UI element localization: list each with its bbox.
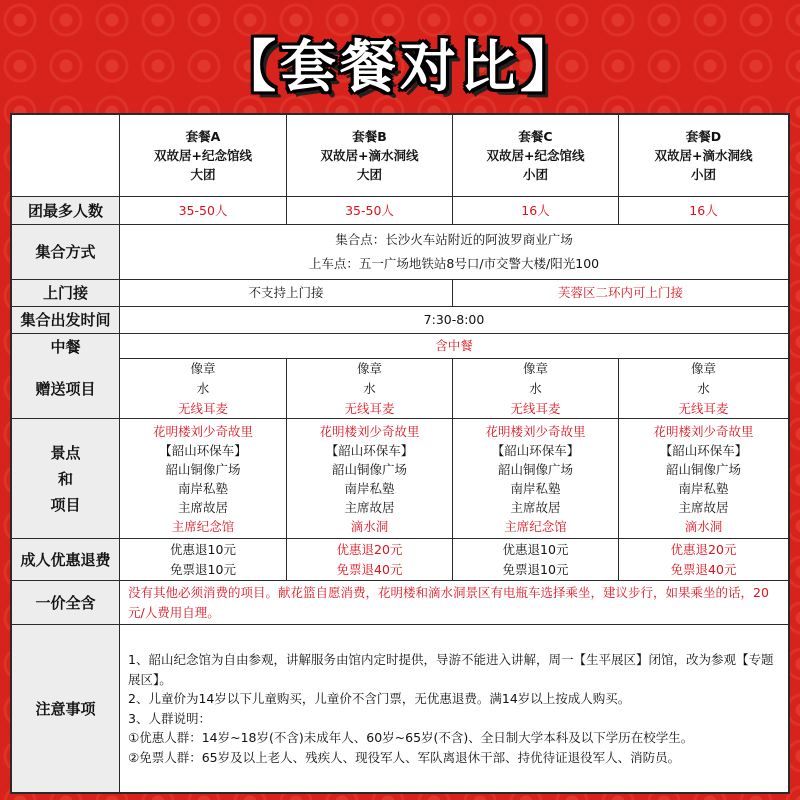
plan-header-d xyxy=(619,115,788,197)
spot-item: 花明楼刘少奇故里 xyxy=(319,423,420,439)
depart-time: 7:30-8:00 xyxy=(120,307,788,334)
gift-badge: 像章 xyxy=(190,360,216,376)
spot-item: 南岸私塾 xyxy=(678,480,729,496)
plan-route: 双故居+纪念馆线 xyxy=(154,148,252,163)
row-label-pickup: 上门接 xyxy=(12,280,120,307)
spot-item: 花明楼刘少奇故里 xyxy=(152,423,253,439)
plan-route: 双故居+滴水洞线 xyxy=(320,148,419,163)
refund-free: 免票退10元 xyxy=(502,561,569,577)
refund-discount: 优惠退10元 xyxy=(170,541,236,557)
refund-discount: 优惠退10元 xyxy=(502,541,569,557)
boarding-point: 上车点：五一广场地铁站8号口/市交警大楼/阳光100 xyxy=(308,256,600,271)
spots-b xyxy=(287,419,453,539)
spot-item: 【韶山环保车】 xyxy=(159,442,247,458)
plan-size: 大团 xyxy=(356,167,382,182)
row-label-max-people: 团最多人数 xyxy=(12,197,120,225)
refund-b xyxy=(287,539,453,581)
plan-header-a xyxy=(120,115,287,197)
max-people-d: 16人 xyxy=(619,197,788,225)
spot-item: 主席故居 xyxy=(678,499,729,515)
spot-item: 滴水洞 xyxy=(350,518,389,534)
gift-headset: 无线耳麦 xyxy=(177,400,228,416)
meeting-point: 集合点：长沙火车站附近的阿波罗商业广场 xyxy=(335,232,573,247)
corner-cell xyxy=(12,115,120,197)
refund-a xyxy=(120,539,287,581)
gifts-d xyxy=(619,359,788,419)
spot-item: 滴水洞 xyxy=(684,518,723,534)
plan-name: 套餐C xyxy=(518,129,553,144)
gift-water: 水 xyxy=(196,380,210,396)
row-label-gifts: 赠送项目 xyxy=(12,359,120,419)
gift-badge: 像章 xyxy=(690,360,716,376)
refund-c xyxy=(453,539,619,581)
spot-item: 韶山铜像广场 xyxy=(665,461,741,477)
all-in-desc xyxy=(120,581,788,625)
row-label-lunch: 中餐 xyxy=(12,334,120,359)
spot-item: 主席故居 xyxy=(510,499,561,515)
plan-route: 双故居+纪念馆线 xyxy=(486,148,585,163)
pickup-ab: 不支持上门接 xyxy=(120,280,453,307)
plan-name: 套餐B xyxy=(352,129,387,144)
note-line: ②免票人群：65岁及以上老人、残疾人、现役军人、军队离退休干部、持优待证退役军人、消防员。 xyxy=(128,749,681,765)
meeting-info xyxy=(120,225,788,280)
plan-header-b xyxy=(287,115,453,197)
plan-name: 套餐A xyxy=(185,129,221,144)
gift-headset: 无线耳麦 xyxy=(510,400,561,416)
gift-water: 水 xyxy=(697,380,710,396)
spot-item: 主席故居 xyxy=(344,499,395,515)
refund-discount: 优惠退20元 xyxy=(336,541,403,557)
note-line: ①优惠人群：14岁~18岁(不含)未成年人、60岁~65岁(不含)、全日制大学本科及以下学历在校学生。 xyxy=(128,730,694,745)
spot-item: 南岸私塾 xyxy=(510,480,561,496)
gifts-b xyxy=(287,359,453,419)
spot-item: 花明楼刘少奇故里 xyxy=(485,423,586,439)
spot-item: 南岸私塾 xyxy=(177,480,228,496)
gift-badge: 像章 xyxy=(522,360,548,376)
spot-item: 主席纪念馆 xyxy=(171,518,235,534)
spot-item: 主席故居 xyxy=(177,499,228,515)
page-title: 【套餐对比】 xyxy=(220,35,580,100)
row-label-depart-time: 集合出发时间 xyxy=(12,307,120,334)
gifts-a xyxy=(120,359,287,419)
refund-discount: 优惠退20元 xyxy=(670,541,737,557)
max-people-a: 35-50人 xyxy=(120,197,287,225)
max-people-c: 16人 xyxy=(453,197,619,225)
title-bar xyxy=(0,18,800,108)
plan-size: 小团 xyxy=(522,167,548,182)
row-label-refund: 成人优惠退费 xyxy=(12,539,120,581)
refund-d xyxy=(619,539,788,581)
spot-item: 主席纪念馆 xyxy=(504,518,567,534)
row-label-meeting: 集合方式 xyxy=(12,225,120,280)
gift-headset: 无线耳麦 xyxy=(678,400,729,416)
spot-item: 韶山铜像广场 xyxy=(331,461,407,477)
spots-label-line: 项目 xyxy=(50,495,81,514)
refund-free: 免票退10元 xyxy=(170,561,236,577)
spots-d xyxy=(619,419,788,539)
plan-name: 套餐D xyxy=(685,129,722,144)
spot-item: 【韶山环保车】 xyxy=(659,442,748,458)
row-label-notes: 注意事项 xyxy=(12,625,120,792)
all-in-text: 没有其他必须消费的项目。献花篮自愿消费，花明楼和滴水洞景区有电瓶车选择乘坐，建议步行，如果乘坐的话，20元/人费用自理。 xyxy=(128,585,769,620)
spot-item: 韶山铜像广场 xyxy=(497,461,573,477)
spots-a xyxy=(120,419,287,539)
notes-block xyxy=(120,625,788,792)
plan-size: 小团 xyxy=(690,167,716,182)
lunch-info: 含中餐 xyxy=(120,334,788,359)
plan-header-c xyxy=(453,115,619,197)
gift-badge: 像章 xyxy=(356,360,382,376)
spot-item: 花明楼刘少奇故里 xyxy=(653,423,754,439)
refund-free: 免票退40元 xyxy=(336,561,403,577)
plan-size: 大团 xyxy=(190,167,216,182)
note-line: 2、儿童价为14岁以下儿童购买，儿童价不含门票，无优惠退费。满14岁以上按成人购买。 xyxy=(128,691,631,706)
gift-water: 水 xyxy=(529,380,542,396)
spots-c xyxy=(453,419,619,539)
gift-water: 水 xyxy=(363,380,376,396)
note-line: 3、人群说明： xyxy=(128,710,211,726)
max-people-b: 35-50人 xyxy=(287,197,453,225)
plan-route: 双故居+滴水洞线 xyxy=(654,148,753,163)
refund-free: 免票退40元 xyxy=(670,561,737,577)
gifts-c xyxy=(453,359,619,419)
comparison-table xyxy=(10,113,790,794)
spot-item: 南岸私塾 xyxy=(344,480,395,496)
note-line: 1、韶山纪念馆为自由参观，讲解服务由馆内定时提供，导游不能进入讲解，周一【生平展区】闭馆，改为参观【专题展区】。 xyxy=(128,652,774,687)
spot-item: 【韶山环保车】 xyxy=(491,442,580,458)
pickup-cd: 芙蓉区二环内可上门接 xyxy=(453,280,788,307)
spot-item: 【韶山环保车】 xyxy=(325,442,414,458)
spot-item: 韶山铜像广场 xyxy=(165,461,241,477)
row-label-spots xyxy=(12,419,120,539)
row-label-all-in: 一价全含 xyxy=(12,581,120,625)
spots-label-line: 景点 xyxy=(50,443,81,462)
gift-headset: 无线耳麦 xyxy=(344,400,395,416)
spots-label-line: 和 xyxy=(57,469,73,488)
